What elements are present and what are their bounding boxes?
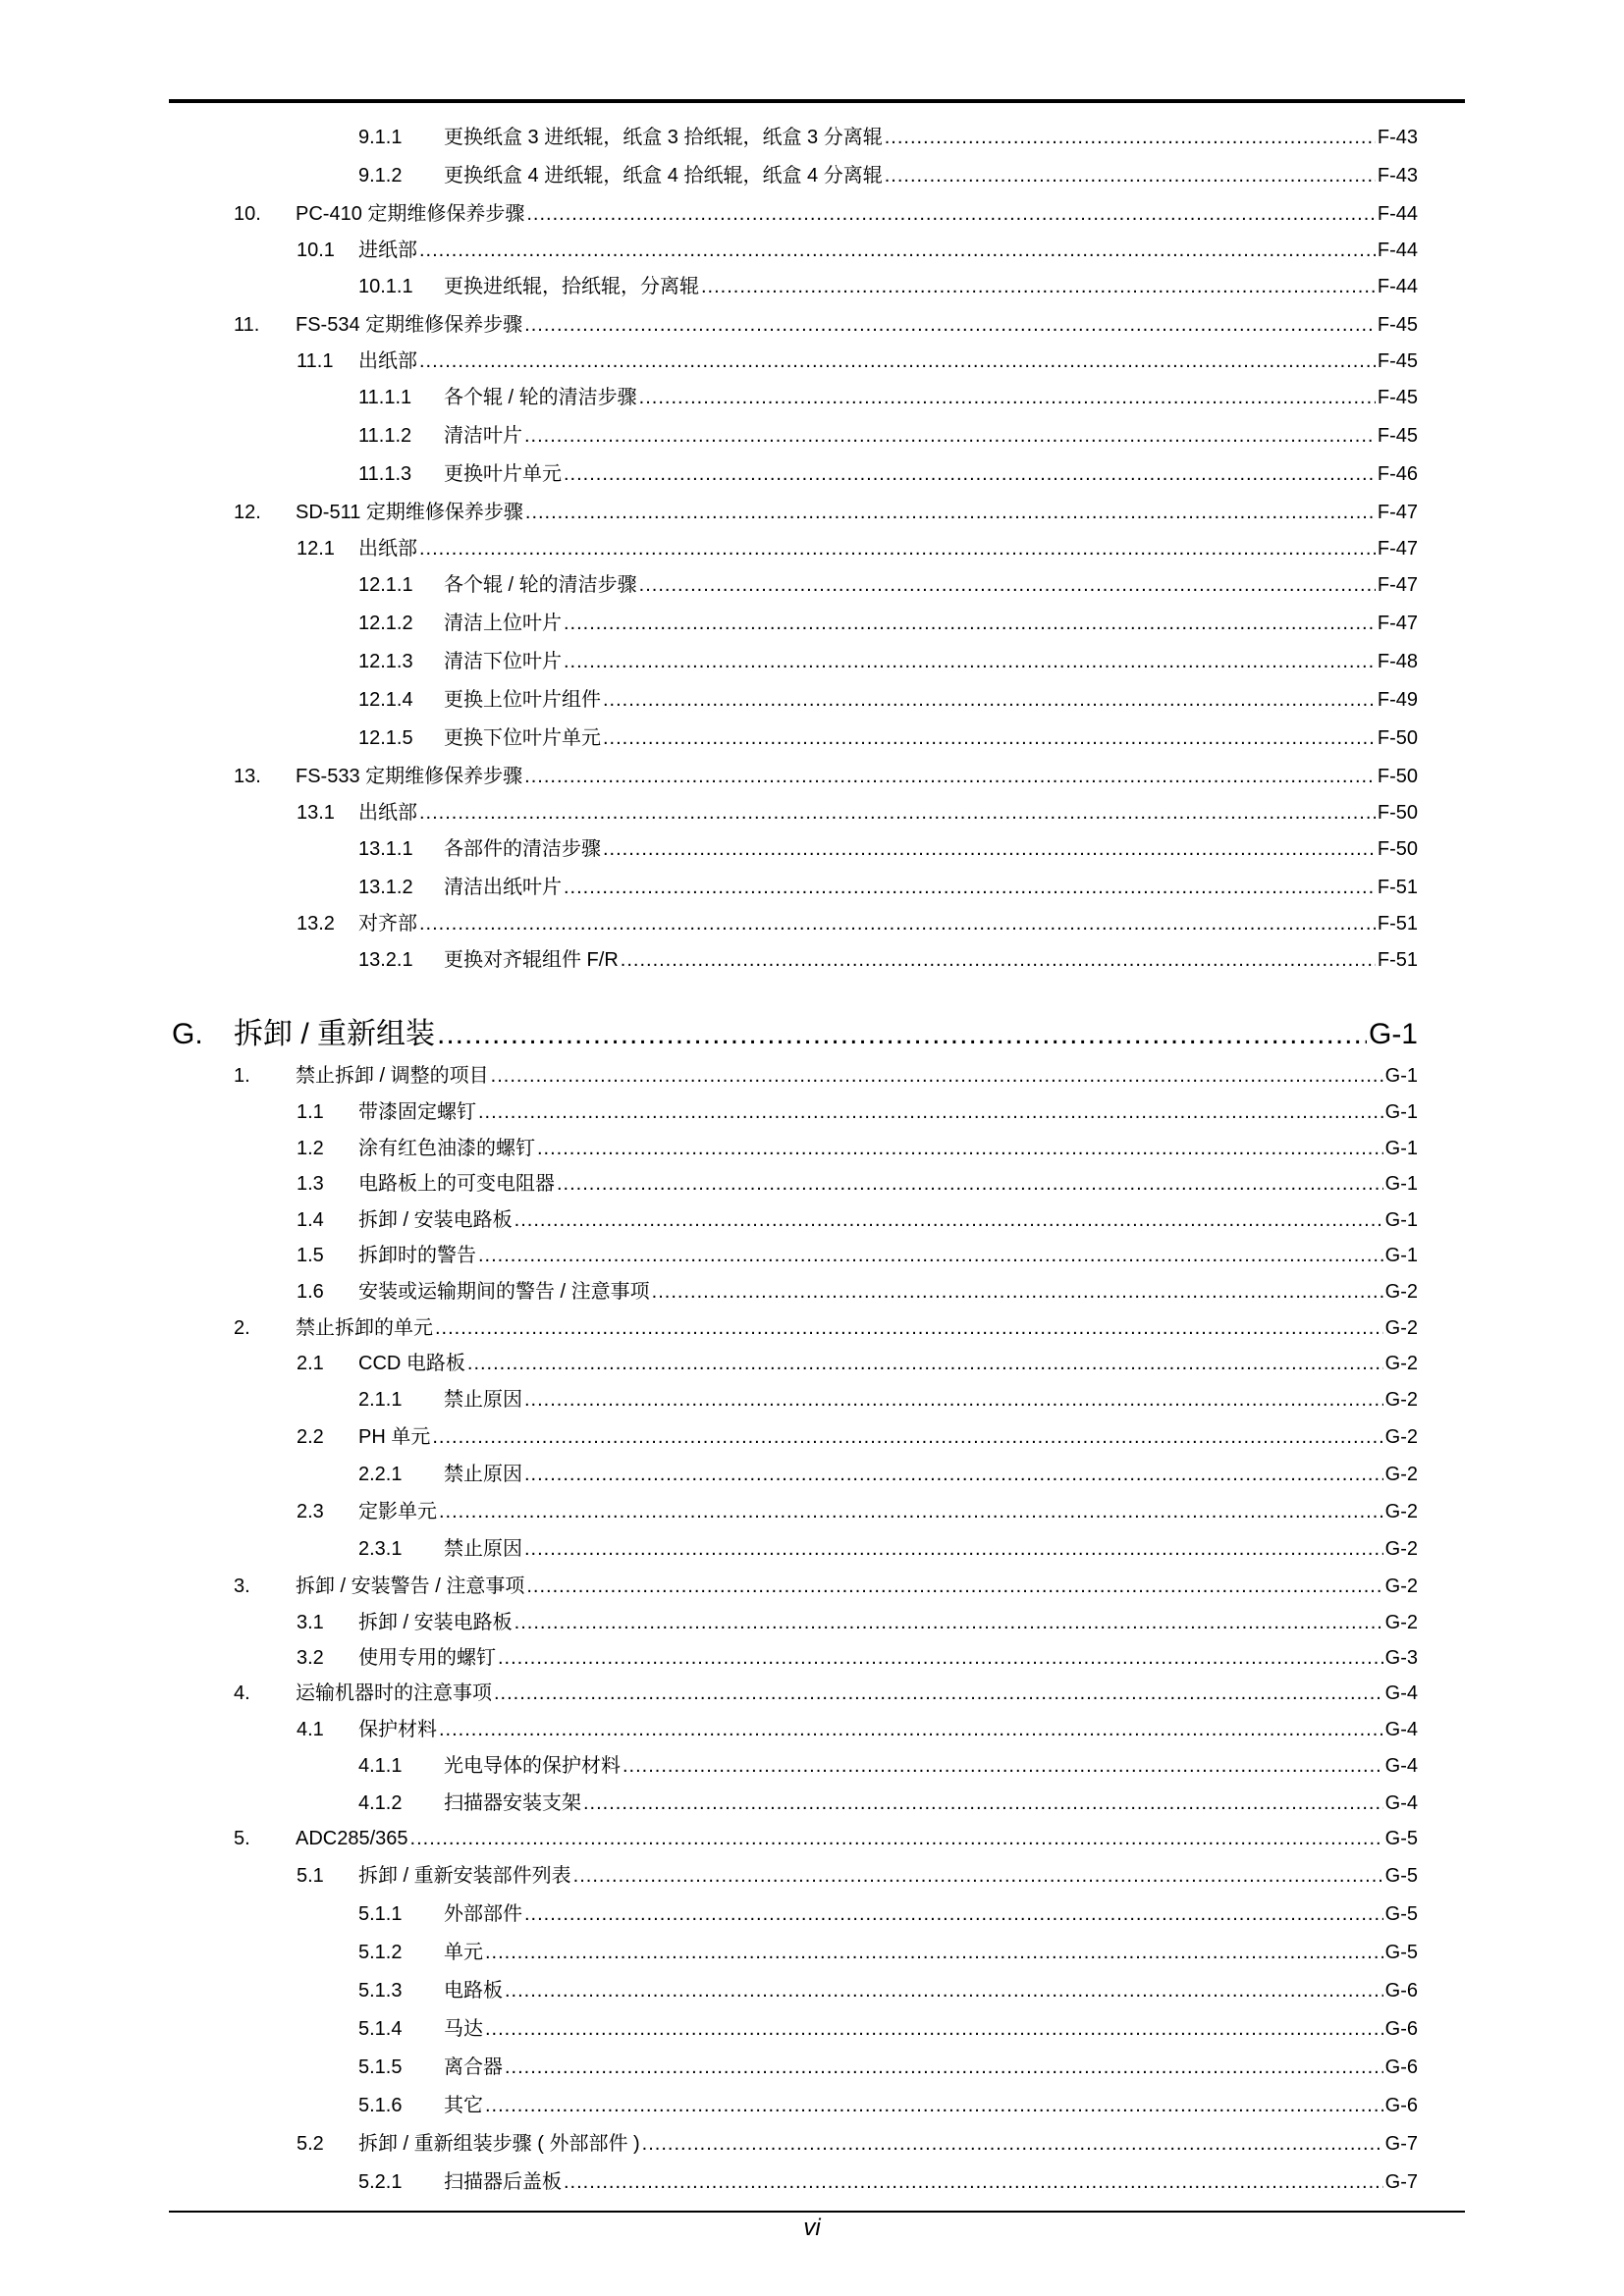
toc-page: G-2 [1384,1281,1418,1303]
toc-leader [701,274,1376,299]
toc-number: 2.3 [297,1501,324,1522]
toc-number: 11.1.3 [358,463,412,485]
toc-entry[interactable] [234,201,1418,227]
toc-leader [557,1171,1383,1197]
toc-leader [524,423,1376,449]
toc-title: 更换纸盒 3 进纸辊，纸盒 3 拾纸辊，纸盒 3 分离辊 [444,127,883,148]
toc-number: 5.1.2 [358,1942,403,1963]
toc-entry[interactable] [358,1387,1418,1413]
toc-title: 进纸部 [358,240,417,261]
toc-leader [564,611,1376,636]
toc-entry[interactable] [297,1424,1418,1450]
toc-title: 禁止原因 [444,1464,522,1485]
toc-title: 更换对齐辊组件 F/R [444,949,619,971]
toc-page: F-45 [1377,425,1418,447]
toc-page: G-7 [1384,2133,1418,2155]
toc-page: G-6 [1384,2095,1418,2116]
toc-leader [583,1790,1383,1816]
toc-entry[interactable] [358,385,1418,410]
toc-entry[interactable] [297,800,1418,826]
toc-number: 4.1 [297,1719,324,1740]
toc-number: G. [172,1018,203,1050]
toc-entry[interactable] [297,1351,1418,1376]
toc-title: 各部件的清洁步骤 [444,838,601,860]
toc-leader [485,2016,1383,2042]
toc-number: 2.3.1 [358,1538,403,1560]
toc-leader [885,125,1376,150]
toc-entry[interactable] [358,725,1418,751]
toc-title: 电路板 [444,1980,503,2002]
toc-number: 2.2 [297,1426,324,1448]
toc-entry[interactable] [358,2093,1418,2118]
toc-entry[interactable] [297,348,1418,374]
toc-entry[interactable] [358,2016,1418,2042]
toc-title: 定影单元 [358,1501,437,1522]
toc-entry[interactable] [297,1645,1418,1671]
header-rule [169,99,1465,103]
toc-leader [419,348,1376,374]
toc-number: 13.1.1 [358,838,413,860]
toc-leader [505,2055,1383,2080]
toc-page: F-50 [1377,727,1418,749]
toc-leader [478,1099,1383,1125]
toc-number: 1. [234,1065,250,1087]
toc-number: 1.3 [297,1173,324,1195]
toc-page: F-50 [1377,802,1418,824]
toc-page: F-44 [1377,203,1418,225]
toc-page: G-4 [1384,1682,1418,1704]
toc-leader [603,687,1376,713]
toc-title: 更换进纸辊，拾纸辊，分离辊 [444,276,699,297]
toc-entry[interactable] [297,238,1418,263]
toc-leader [603,725,1376,751]
toc-leader [573,1863,1383,1889]
toc-number: 5. [234,1828,250,1849]
toc-entry[interactable] [358,947,1418,973]
toc-entry[interactable] [297,1099,1418,1125]
toc-leader [524,1387,1383,1413]
toc-number: 1.4 [297,1209,324,1231]
toc-title: 电路板上的可变电阻器 [358,1173,555,1195]
toc-page: F-50 [1377,766,1418,787]
toc-page: G-1 [1368,1018,1418,1050]
toc-number: 1.5 [297,1245,324,1266]
toc-leader [524,764,1376,789]
toc-number: 10.1.1 [358,276,413,297]
toc-title: 带漆固定螺钉 [358,1101,476,1123]
toc-title: CCD 电路板 [358,1353,465,1374]
toc-number: 12.1.3 [358,651,413,672]
toc-page: F-43 [1377,127,1418,148]
toc-leader [514,1207,1383,1233]
toc-number: 2.2.1 [358,1464,403,1485]
toc-number: 13. [234,766,261,787]
toc-entry[interactable] [358,461,1418,487]
toc-number: 13.2 [297,913,335,934]
toc-page: F-51 [1377,913,1418,934]
toc-leader [485,1940,1383,1965]
toc-number: 2.1.1 [358,1389,403,1411]
toc-title: 出纸部 [358,350,417,372]
toc-leader [639,572,1376,598]
toc-leader [564,649,1376,674]
toc-entry[interactable] [297,1863,1418,1889]
toc-title: 出纸部 [358,538,417,560]
toc-entry[interactable] [234,312,1418,338]
toc-title: ADC285/365 [296,1828,408,1849]
toc-entry[interactable] [234,1315,1418,1341]
toc-entry[interactable] [297,536,1418,561]
toc-title: 拆卸 / 安装电路板 [358,1209,513,1231]
toc-title: 禁止原因 [444,1538,522,1560]
toc-number: 2.1 [297,1353,324,1374]
toc-number: 5.1 [297,1865,324,1887]
toc-number: 11.1.2 [358,425,412,447]
toc-page: F-44 [1377,240,1418,261]
toc-page: F-47 [1377,502,1418,523]
toc-leader [439,1717,1383,1742]
toc-entry[interactable] [358,1462,1418,1487]
toc-leader [621,947,1376,973]
toc-leader [419,536,1376,561]
toc-page: G-6 [1384,2018,1418,2040]
toc-leader [419,800,1376,826]
toc-title: 禁止原因 [444,1389,522,1411]
toc-title: 拆卸时的警告 [358,1245,476,1266]
toc-number: 10. [234,203,261,225]
toc-chapter[interactable] [172,1017,1418,1052]
toc-title: 清洁上位叶片 [444,613,562,634]
toc-page: G-1 [1384,1138,1418,1159]
toc-leader [435,1315,1383,1341]
toc-entry[interactable] [358,1940,1418,1965]
toc-entry[interactable] [297,1207,1418,1233]
toc-title: 各个辊 / 轮的清洁步骤 [444,387,637,408]
toc-title: 拆卸 / 重新组装 [234,1018,436,1050]
toc-number: 9.1.2 [358,165,403,187]
toc-title: 禁止拆卸 / 调整的项目 [296,1065,489,1087]
toc-number: 11.1 [297,350,334,372]
toc-page: G-5 [1384,1903,1418,1925]
toc-number: 5.1.1 [358,1903,403,1925]
toc-title: 清洁下位叶片 [444,651,562,672]
toc-entry[interactable] [358,572,1418,598]
toc-page: G-2 [1384,1317,1418,1339]
toc-number: 4.1.2 [358,1792,403,1814]
toc-page: F-51 [1377,949,1418,971]
toc-leader [652,1279,1383,1305]
toc-page: G-1 [1384,1173,1418,1195]
toc-leader [478,1243,1383,1268]
toc-entry[interactable] [297,1610,1418,1635]
toc-leader [410,1826,1383,1851]
page-number: vi [803,2215,821,2241]
toc-leader [467,1351,1383,1376]
toc-title: 光电导体的保护材料 [444,1755,621,1777]
toc-entry[interactable] [234,1681,1418,1706]
toc-number: 5.2 [297,2133,324,2155]
toc-page: G-6 [1384,2056,1418,2078]
toc-title: 更换下位叶片单元 [444,727,601,749]
toc-number: 5.1.4 [358,2018,403,2040]
toc-title: 清洁出纸叶片 [444,877,562,898]
toc-leader [505,1978,1383,2003]
toc-page: G-1 [1384,1065,1418,1087]
toc-title: 外部部件 [444,1903,522,1925]
toc-page: F-48 [1377,651,1418,672]
toc-number: 4. [234,1682,250,1704]
toc-page: F-50 [1377,838,1418,860]
toc-page: F-45 [1377,387,1418,408]
toc-entry[interactable] [234,764,1418,789]
toc-leader [514,1610,1383,1635]
toc-title: 安装或运输期间的警告 / 注意事项 [358,1281,650,1303]
toc-page: F-43 [1377,165,1418,187]
toc-page: G-6 [1384,1980,1418,2002]
toc-number: 5.2.1 [358,2171,403,2193]
toc-entry[interactable] [234,1574,1418,1599]
toc-page: G-5 [1384,1828,1418,1849]
toc-title: 禁止拆卸的单元 [296,1317,433,1339]
toc-leader [419,911,1376,936]
toc-number: 5.1.6 [358,2095,403,2116]
toc-entry[interactable] [358,1790,1418,1816]
toc-title: 单元 [444,1942,483,1963]
toc-entry[interactable] [358,163,1418,188]
toc-leader [623,1753,1383,1779]
toc-page: F-46 [1377,463,1418,485]
toc-title: 拆卸 / 重新安装部件列表 [358,1865,571,1887]
toc-entry[interactable] [358,1978,1418,2003]
toc-number: 12.1.5 [358,727,413,749]
toc-title: PH 单元 [358,1426,431,1448]
toc-number: 3.2 [297,1647,324,1669]
toc-entry[interactable] [358,687,1418,713]
toc-page: G-2 [1384,1389,1418,1411]
toc-title: 更换叶片单元 [444,463,562,485]
toc-leader [885,163,1376,188]
toc-page: F-51 [1377,877,1418,898]
toc-title: 更换上位叶片组件 [444,689,601,711]
toc-entry[interactable] [297,1171,1418,1197]
toc-page: G-5 [1384,1942,1418,1963]
toc-entry[interactable] [234,1826,1418,1851]
toc-entry[interactable] [358,649,1418,674]
toc-page: F-47 [1377,574,1418,596]
toc-number: 5.1.5 [358,2056,403,2078]
toc-entry[interactable] [358,611,1418,636]
toc-number: 13.2.1 [358,949,413,971]
toc-title: 其它 [444,2095,483,2116]
toc-number: 12.1 [297,538,335,560]
toc-page: F-47 [1377,538,1418,560]
toc-page: G-1 [1384,1245,1418,1266]
toc-entry[interactable] [358,2169,1418,2195]
toc-entry[interactable] [358,274,1418,299]
toc-number: 1.2 [297,1138,324,1159]
toc-title: 运输机器时的注意事项 [296,1682,492,1704]
toc-leader [524,1536,1383,1562]
toc-entry[interactable] [358,423,1418,449]
toc-entry[interactable] [234,500,1418,525]
toc-entry[interactable] [358,1901,1418,1927]
toc-leader [498,1645,1383,1671]
toc-leader [485,2093,1383,2118]
toc-title: FS-533 定期维修保养步骤 [296,766,523,787]
toc-page: G-2 [1384,1538,1418,1560]
toc-number: 2. [234,1317,250,1339]
toc-page: F-49 [1377,689,1418,711]
toc-page: F-44 [1377,276,1418,297]
toc-leader [439,1499,1383,1524]
toc-page: G-2 [1384,1464,1418,1485]
toc-page: G-2 [1384,1501,1418,1522]
toc-leader [525,500,1376,525]
toc-title: 出纸部 [358,802,417,824]
toc-page: G-4 [1384,1792,1418,1814]
toc-leader [639,385,1376,410]
toc-entry[interactable] [297,1136,1418,1161]
toc-leader [526,1574,1382,1599]
toc-page: G-2 [1384,1426,1418,1448]
toc-entry[interactable] [297,2131,1418,2157]
toc-entry[interactable] [358,836,1418,862]
toc-number: 13.1 [297,802,335,824]
toc-title: 对齐部 [358,913,417,934]
toc-leader [537,1136,1383,1161]
toc-leader [524,312,1376,338]
toc-number: 12.1.2 [358,613,413,634]
toc-number: 9.1.1 [358,127,403,148]
toc-entry[interactable] [358,2055,1418,2080]
toc-number: 1.1 [297,1101,324,1123]
toc-title: 各个辊 / 轮的清洁步骤 [444,574,637,596]
toc-title: 更换纸盒 4 进纸辊，纸盒 4 拾纸辊，纸盒 4 分离辊 [444,165,883,187]
toc-page: G-2 [1384,1353,1418,1374]
toc-number: 5.1.3 [358,1980,403,2002]
toc-number: 11.1.1 [358,387,412,408]
toc-number: 10.1 [297,240,335,261]
toc-entry[interactable] [358,1753,1418,1779]
toc-title: 使用专用的螺钉 [358,1647,496,1669]
toc-entry[interactable] [234,1063,1418,1089]
toc-entry[interactable] [297,911,1418,936]
toc-title: 马达 [444,2018,483,2040]
toc-leader [642,2131,1383,2157]
toc-leader [564,875,1376,900]
toc-page: F-47 [1377,613,1418,634]
toc-number: 12.1.4 [358,689,413,711]
toc-page: G-2 [1384,1612,1418,1633]
toc-page: F-45 [1377,350,1418,372]
toc-leader [564,2169,1383,2195]
toc-page: G-4 [1384,1719,1418,1740]
toc-leader [494,1681,1383,1706]
toc-title: FS-534 定期维修保养步骤 [296,314,523,336]
toc-title: 拆卸 / 安装电路板 [358,1612,513,1633]
toc-leader [491,1063,1383,1089]
toc-leader [437,1017,1367,1052]
toc-entry[interactable] [297,1717,1418,1742]
toc-title: 保护材料 [358,1719,437,1740]
footer-rule [169,2211,1465,2213]
toc-title: 拆卸 / 安装警告 / 注意事项 [296,1575,525,1597]
toc-title: 拆卸 / 重新组装步骤 ( 外部部件 ) [358,2133,640,2155]
toc-number: 13.1.2 [358,877,413,898]
toc-page: G-4 [1384,1755,1418,1777]
toc-leader [524,1901,1383,1927]
toc-title: 清洁叶片 [444,425,522,447]
toc-leader [524,1462,1383,1487]
toc-number: 12.1.1 [358,574,413,596]
toc-entry[interactable] [358,1536,1418,1562]
toc-leader [564,461,1376,487]
toc-page: G-7 [1384,2171,1418,2193]
toc-entry[interactable] [297,1279,1418,1305]
toc-title: SD-511 定期维修保养步骤 [296,502,523,523]
toc-number: 3.1 [297,1612,324,1633]
toc-title: 离合器 [444,2056,503,2078]
toc-number: 11. [234,314,260,336]
toc-leader [419,238,1376,263]
toc-number: 1.6 [297,1281,324,1303]
toc-page: G-2 [1384,1575,1418,1597]
toc-title: 扫描器后盖板 [444,2171,562,2193]
toc-number: 12. [234,502,261,523]
toc-page: G-1 [1384,1101,1418,1123]
toc-entry[interactable] [358,875,1418,900]
toc-number: 3. [234,1575,250,1597]
toc-number: 4.1.1 [358,1755,403,1777]
toc-title: 扫描器安装支架 [444,1792,581,1814]
toc-entry[interactable] [358,125,1418,150]
toc-title: PC-410 定期维修保养步骤 [296,203,525,225]
toc-title: 涂有红色油漆的螺钉 [358,1138,535,1159]
toc-leader [432,1424,1382,1450]
toc-page: F-45 [1377,314,1418,336]
toc-page: G-5 [1384,1865,1418,1887]
toc-leader [603,836,1376,862]
toc-entry[interactable] [297,1243,1418,1268]
toc-leader [526,201,1376,227]
toc-entry[interactable] [297,1499,1418,1524]
toc-page: G-3 [1384,1647,1418,1669]
toc-page: G-1 [1384,1209,1418,1231]
